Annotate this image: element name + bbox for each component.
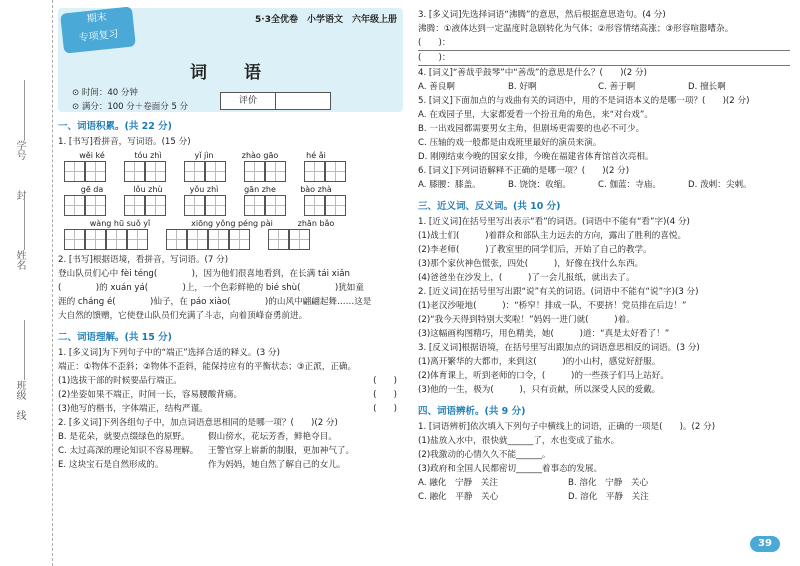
writing-grid-row-2 [64,195,403,216]
pinyin-item: tóu zhì [134,151,162,160]
writing-box[interactable] [145,195,166,216]
question-11: 3. [反义词]根据语境，在括号里写出跟加点的词语意思相反的词语。(3 分) [418,343,700,353]
answer-paren[interactable]: ( ) [373,390,397,400]
option-a[interactable]: A. 善良啊 [418,82,455,92]
writing-box[interactable] [244,161,265,182]
writing-box[interactable] [268,229,289,250]
q10-item: (2)“我今天得到特别大奖啦！”妈妈一进门就( )着。 [418,315,635,325]
writing-box[interactable] [208,229,229,250]
pinyin-item: gē da [80,185,104,194]
question-1: 1. [书写]看拼音，写词语。(15 分) [58,137,191,147]
writing-box[interactable] [106,229,127,250]
name-line [24,200,25,250]
q12-item: (2)我激动的心情久久不能______。 [418,450,551,460]
q4-option-b: 王警官穿上崭新的制服，更加神气了。 [208,446,355,456]
writing-box[interactable] [265,195,286,216]
q10-item: (1)老汉沙哑地( )：“桥窄！排成一队，不要挤！党员排在后边！” [418,301,687,311]
pinyin-row-3 [64,219,403,228]
q12-item: (1)盐放入水中，很快就______了，水也变成了盐水。 [418,436,620,446]
q3-definition: 端正：①物体不歪斜；②物体不歪斜，能保持应有的平衡状态；③正派，正确。 [58,362,357,372]
cut-label-line: 线 [14,410,25,420]
page-number: 39 [750,536,780,552]
writing-box[interactable] [85,161,106,182]
option-a[interactable]: A. 融化 宁静 关注 [418,478,498,488]
q2-line: 涯的 cháng é( )仙子，在 páo xiào( )的山风中翩翩起舞……这是 [58,297,372,307]
section-heading-1: 一、词语积累。(共 22 分) [58,121,173,132]
review-tag-line2: 专项复习 [78,28,120,45]
q9-item: (1)战士们( )着群众和部队主力远去的方向，露出了胜利的喜悦。 [418,231,687,241]
q11-item: (3)他的一生，极为( )，只有贡献，所以深受人民的爱戴。 [418,385,661,395]
q4-option-b: 假山傍水，花坛芳香，鲜艳夺目。 [208,432,337,442]
writing-box[interactable] [124,161,145,182]
writing-box[interactable] [289,229,310,250]
writing-box[interactable] [205,195,226,216]
pinyin-item: wěi ké [79,151,105,160]
option-d[interactable]: D. 擅长啊 [688,82,726,92]
option-b[interactable]: B. 好啊 [508,82,537,92]
student-id-label: 学号 [14,140,25,160]
pinyin-item: yǐ jìn [194,151,214,160]
writing-box[interactable] [64,195,85,216]
writing-box[interactable] [184,161,205,182]
pinyin-row-1 [64,151,403,160]
pinyin-item: yǒu zhì [189,185,219,194]
option-d[interactable]: D. 泼剌：尖剌。 [688,180,752,190]
writing-box[interactable] [85,229,106,250]
left-column [58,8,403,558]
option-b[interactable]: B. 饶饶：收缩。 [508,180,571,190]
review-tag [60,6,136,53]
pinyin-item: gān zhe [244,185,276,194]
question-8: 6. [词义]下列词语解释不正确的是哪一项？( )(2 分) [418,166,630,176]
q9-item: (3)那个家伙神色慌张，四处( )，好像在找什么东西。 [418,259,644,269]
q8-options [418,178,790,192]
option-c[interactable]: C. 伽蓝：寺庙。 [598,180,662,190]
pinyin-item: wàng hū suǒ yǐ [89,219,151,228]
writing-box[interactable] [184,195,205,216]
writing-box[interactable] [85,195,106,216]
writing-grid-row-1 [64,161,403,182]
page-title: 词 语 [190,63,271,83]
q3-item [58,374,403,388]
pinyin-item: xiōng yǒng péng pài [191,219,273,228]
q5-answer-line[interactable]: ( )： [418,51,790,66]
writing-box[interactable] [265,161,286,182]
writing-box[interactable] [127,229,148,250]
writing-box[interactable] [187,229,208,250]
eval-field[interactable] [275,93,330,109]
answer-paren[interactable]: ( ) [373,404,397,414]
question-2: 2. [书写]根据语境，看拼音，写词语。(7 分) [58,255,229,265]
writing-grid-row-3 [64,229,403,250]
series-title: 5·3全优卷 小学语文 六年级上册 [255,15,397,25]
q10-item: (3)这幅画构图精巧，用色精美，她( )道：“真是太好看了！” [418,329,670,339]
q12-item: (3)政府和全国人民都密切______着事态的发展。 [418,464,603,474]
q4-option [58,430,403,444]
binding-margin [0,0,53,566]
q12-options [418,476,790,490]
question-5: 3. [多义词]先选择词语“沸腾”的意思，然后根据意思造句。(4 分) [418,10,666,20]
option-c[interactable]: C. 善于啊 [598,82,636,92]
cut-label-seal: 封 [14,190,25,200]
q4-option [58,444,403,458]
writing-box[interactable] [304,161,325,182]
header-banner [58,8,403,112]
writing-box[interactable] [229,229,250,250]
option-b[interactable]: B. 溶化 宁静 关心 [568,478,649,488]
q4-option-b: 作为妈妈，她自然了解自己的女儿。 [208,460,346,470]
answer-paren[interactable]: ( ) [373,376,397,386]
writing-box[interactable] [124,195,145,216]
q3-item [58,388,403,402]
writing-box[interactable] [244,195,265,216]
writing-box[interactable] [205,161,226,182]
eval-label: 评价 [238,96,257,106]
question-4: 2. [多义词]下列各组句子中，加点词语意思相同的是哪一项？( )(2 分) [58,418,338,428]
writing-box[interactable] [325,161,346,182]
evaluation-box [220,92,331,110]
class-label: 班级 [14,380,25,400]
question-9: 1. [近义词]在括号里写出表示“看”的词语。(词语中不能有“看”字)(4 分) [418,217,690,227]
option-c[interactable]: C. 融化 平静 关心 [418,492,499,502]
section-heading-3: 三、近义词、反义词。(共 10 分) [418,201,561,212]
q3-item-text: (3)他写的楷书，字体端正，结构严谨。 [58,404,208,414]
q5-definition: 沸腾：①液体达到一定温度时急剧转化为气体；②形容情绪高涨；③形容喧嚣嘈杂。 [418,24,734,34]
option-a[interactable]: A. 在戏园子里，大家都爱看一个扮丑角的角色，来“对台戏”。 [418,110,653,120]
writing-box[interactable] [145,161,166,182]
q2-line: 登山队员们心中 fèi téng( )，因为他们很喜地看到，在长满 tái xiǎn [58,269,350,279]
writing-box[interactable] [304,195,325,216]
q4-option-a: B. 是花朵，就要点缀绿色的原野。 [58,432,190,442]
question-7: 5. [词义]下面加点的与戏曲有关的词语中，用的不是词语本义的是哪一项？( )(2 分) [418,96,750,106]
option-a[interactable]: A. 膝腰：膝盖。 [418,180,481,190]
writing-box[interactable] [325,195,346,216]
option-d[interactable]: D. 刚刚结束今晚的国家女排，今晚在福建省体育馆首次亮相。 [418,152,654,162]
q3-item-text: (2)坐姿如果不端正，时间一长，容易腰酸背痛。 [58,390,243,400]
student-id-line [24,80,25,140]
question-6: 4. [词义]“善哉乎鼓琴”中“善哉”的意思是什么？( )(2 分) [418,68,647,78]
class-line [24,320,25,380]
q11-item: (1)离开繁华的大都市，来到这( )的小山村，感觉好舒服。 [418,357,661,367]
pinyin-item: zhān bǎo [297,219,335,228]
q2-line: ( )的 xuán yá( )上，一个色彩鲜艳的 bié shù( )犹如童 [58,283,364,293]
writing-box[interactable] [64,161,85,182]
q11-item: (2)体育课上，听到老师的口令，( )的一些孩子们马上站好。 [418,371,669,381]
q9-item: (4)爸爸坐在沙发上，( )了一会儿报纸，就出去了。 [418,273,635,283]
right-column [418,8,790,558]
pinyin-item: lǒu zhù [133,185,163,194]
q3-item-text: (1)选拔干部的时候要品行端正。 [58,376,182,386]
section-heading-2: 二、词语理解。(共 15 分) [58,332,173,343]
full-score: ⊙ 满分：100 分＋卷面分 5 分 [72,102,189,112]
pinyin-item: bào zhà [300,185,332,194]
question-3: 1. [多义词]为下列句子中的“端正”选择合适的释义。(3 分) [58,348,280,358]
writing-box[interactable] [166,229,187,250]
q4-option-a: C. 太过高深的理论知识不容易理解。 [58,446,199,456]
review-tag-line1: 期末 [86,12,108,26]
option-d[interactable]: D. 溶化 平静 关注 [568,492,649,502]
pinyin-row-2 [64,185,403,194]
section-heading-4: 四、词语辨析。(共 9 分) [418,406,526,417]
q4-option [58,458,403,472]
pinyin-item: zhào gāo [241,151,279,160]
q12-options [418,490,790,504]
q3-item [58,402,403,416]
name-label: 姓名 [14,250,25,270]
time-limit: ⊙ 时间：40 分钟 [72,88,138,98]
writing-box[interactable] [64,229,85,250]
q4-option-a: E. 这块宝石是自然形成的。 [58,460,164,470]
q6-options [418,80,790,94]
q5-answer-line[interactable]: ( )： [418,36,790,51]
question-10: 2. [近义词]在括号里写出跟“说”有关的词语。(词语中不能有“说”字)(3 分) [418,287,699,297]
option-c[interactable]: C. 压轴的戏一般都是由戏班里最好的演员来演。 [418,138,602,148]
q2-line: 大自然的馈赠，它使登山队员们充满了斗志，向着顶峰奋勇前进。 [58,311,308,321]
option-b[interactable]: B. 一出戏园都需要男女主角，但剧场更需要的也必不可少。 [418,124,645,134]
q9-item: (2)李老师( )了教室里的同学们后，开始了自己的教学。 [418,245,652,255]
question-12: 1. [词语辨析]依次填入下列句子中横线上的词语，正确的一项是( )。(2 分) [418,422,716,432]
pinyin-item: hé ǎi [306,151,326,160]
